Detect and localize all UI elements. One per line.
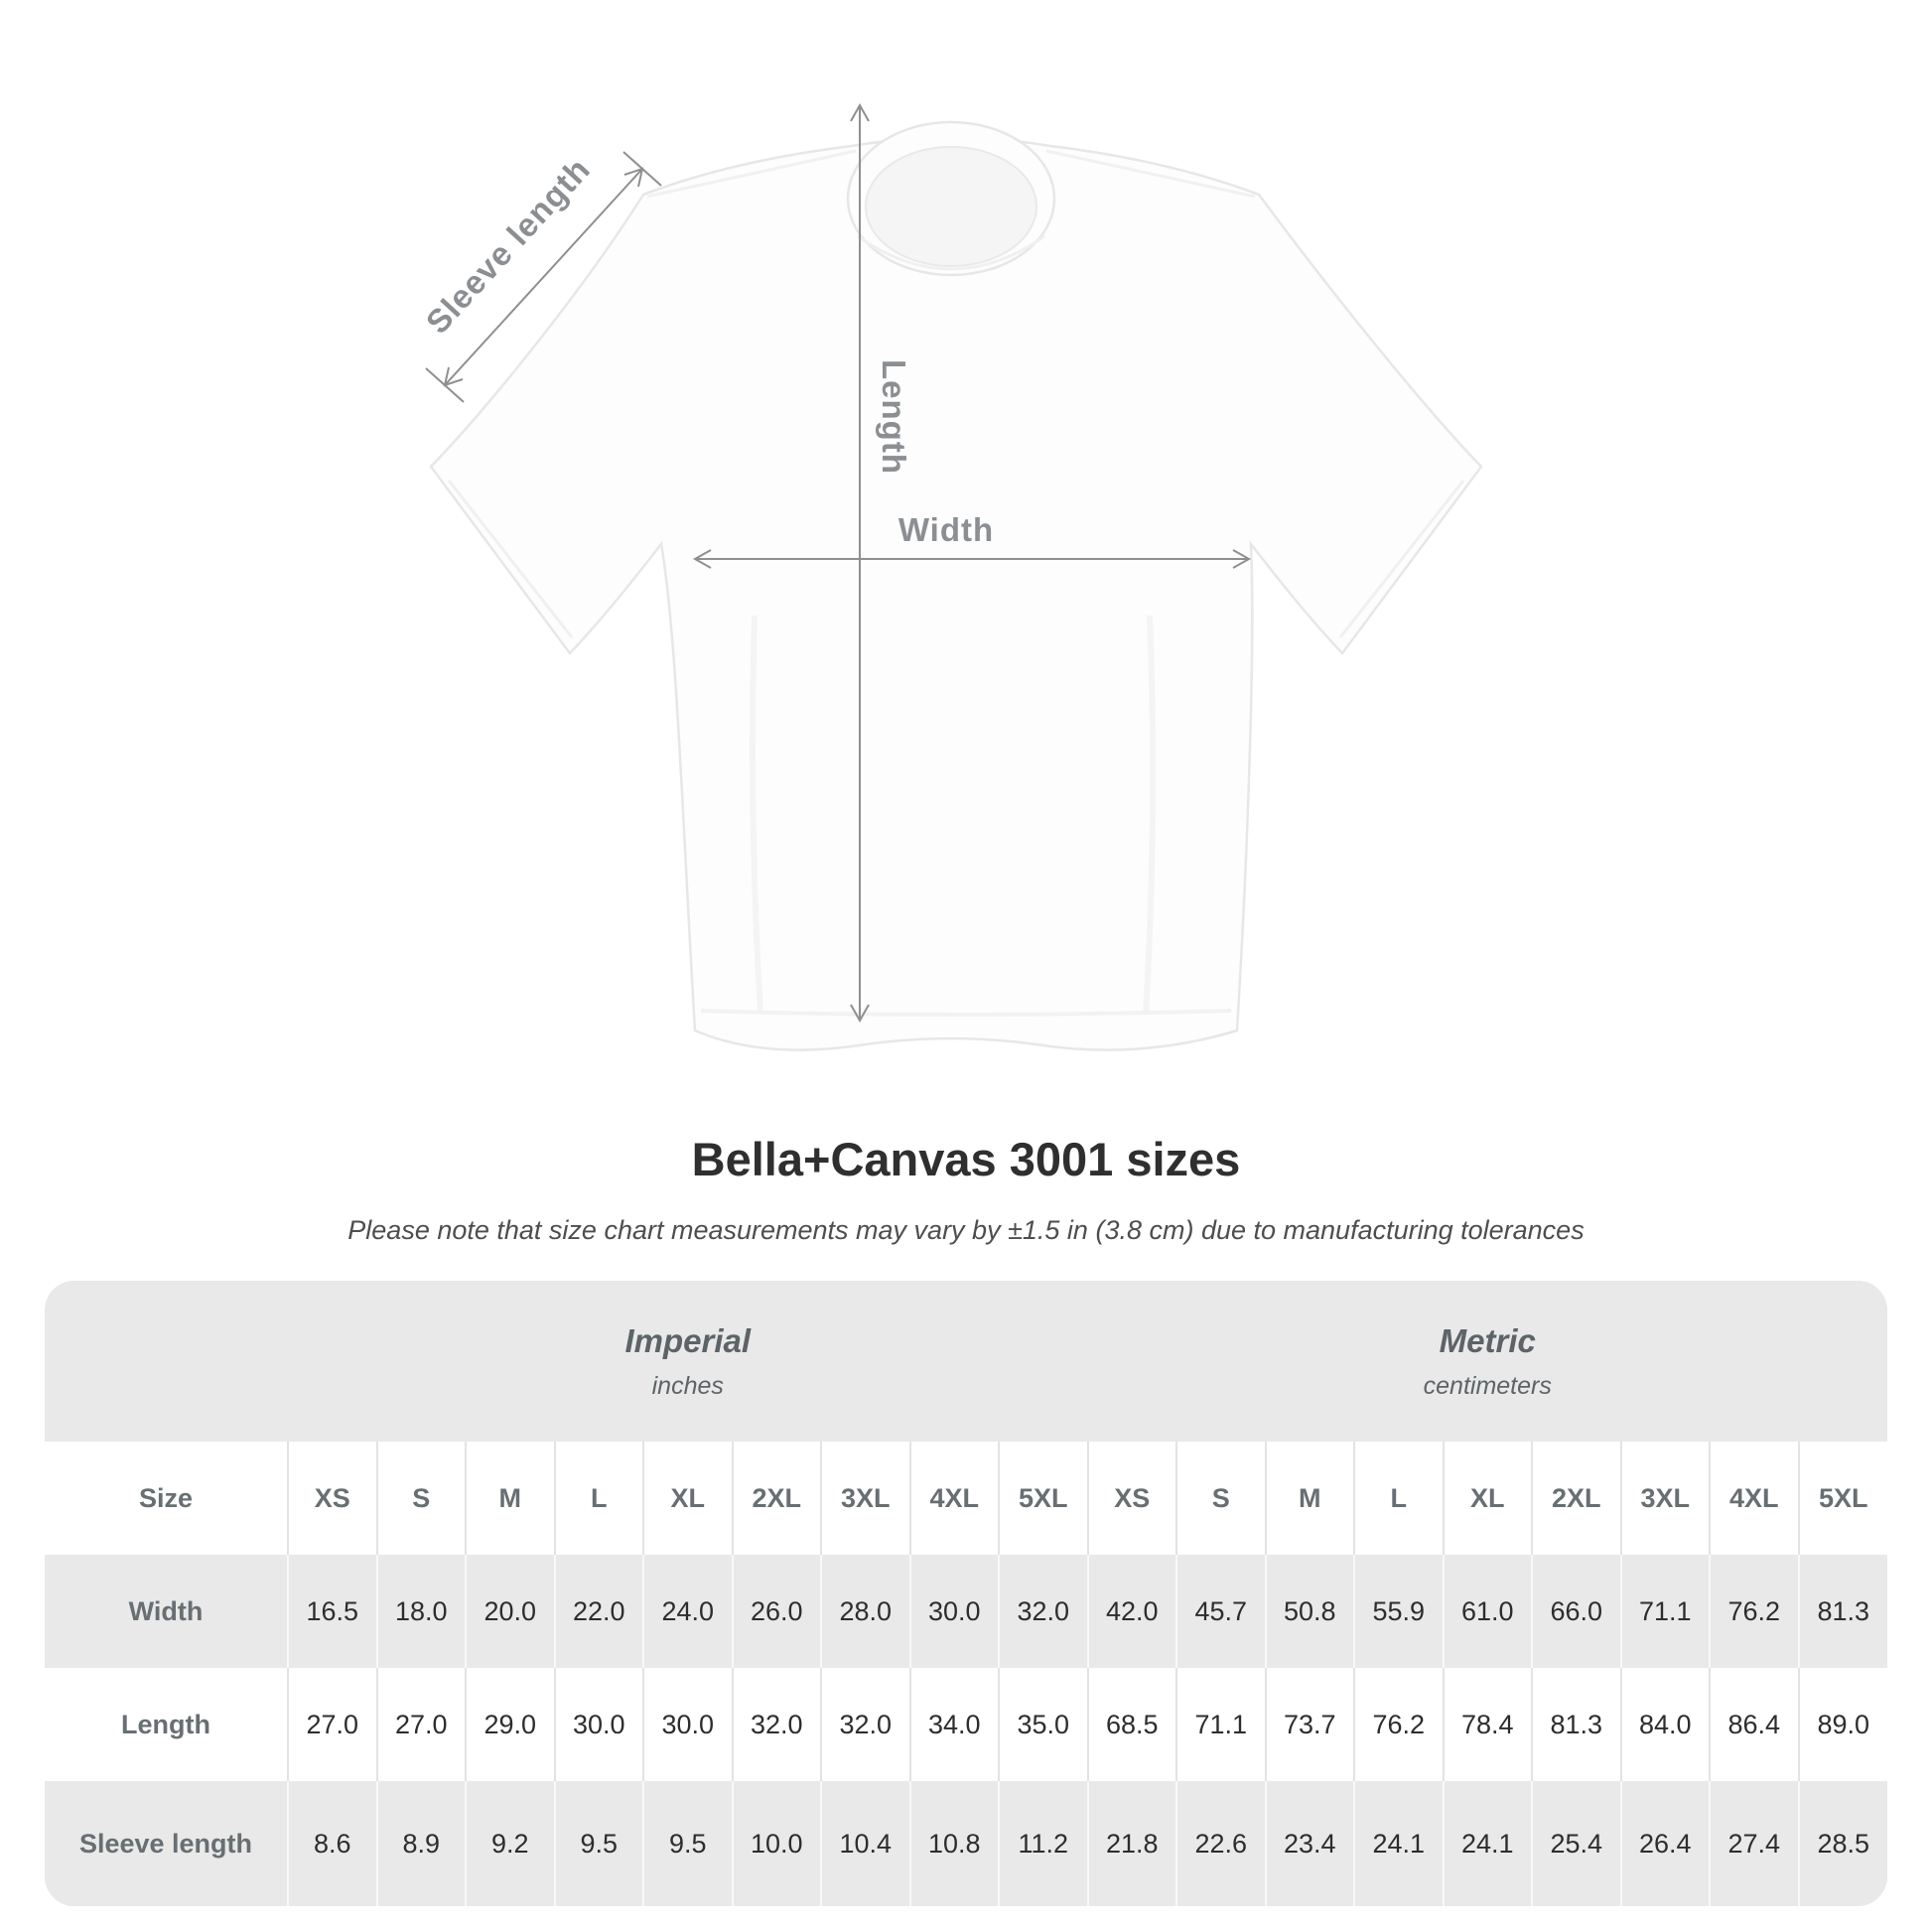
measurement-value: 26.0 — [733, 1555, 822, 1668]
size-column-header: L — [555, 1442, 644, 1555]
size-header-cell: Size — [45, 1442, 288, 1555]
measurement-value: 16.5 — [288, 1555, 377, 1668]
size-column-header: 2XL — [733, 1442, 822, 1555]
size-column-header: S — [1176, 1442, 1266, 1555]
size-column-header: S — [377, 1442, 467, 1555]
measurement-value: 24.0 — [643, 1555, 733, 1668]
measurement-value: 30.0 — [555, 1668, 644, 1781]
measurement-value: 26.4 — [1621, 1781, 1711, 1906]
width-row — [45, 1555, 1887, 1668]
chart-title: Bella+Canvas 3001 sizes — [691, 1133, 1241, 1185]
measurement-value: 22.6 — [1176, 1781, 1266, 1906]
measurement-value: 11.2 — [999, 1781, 1088, 1906]
measurement-value: 34.0 — [910, 1668, 1000, 1781]
size-column-header: 3XL — [1621, 1442, 1711, 1555]
length-label: Length — [876, 359, 912, 475]
imperial-unit-header — [288, 1281, 1088, 1442]
size-column-header: M — [1266, 1442, 1355, 1555]
size-column-header: L — [1354, 1442, 1444, 1555]
measurement-value: 24.1 — [1354, 1781, 1444, 1906]
measurement-value: 55.9 — [1354, 1555, 1444, 1668]
row-label-width: Width — [45, 1555, 288, 1668]
size-column-header: 5XL — [999, 1442, 1088, 1555]
size-column-header: 2XL — [1532, 1442, 1621, 1555]
measurement-value: 89.0 — [1799, 1668, 1888, 1781]
measurement-value: 30.0 — [643, 1668, 733, 1781]
width-label: Width — [897, 511, 995, 548]
measurement-value: 9.5 — [555, 1781, 644, 1906]
size-column-header: XS — [288, 1442, 377, 1555]
measurement-value: 32.0 — [733, 1668, 822, 1781]
measurement-value: 81.3 — [1532, 1668, 1621, 1781]
measurement-value: 86.4 — [1710, 1668, 1799, 1781]
size-column-header: XL — [643, 1442, 733, 1555]
size-column-header: 5XL — [1799, 1442, 1888, 1555]
measurement-value: 76.2 — [1710, 1555, 1799, 1668]
measurement-value: 10.8 — [910, 1781, 1000, 1906]
size-column-header: M — [466, 1442, 555, 1555]
sleeve-length-label: Sleeve length — [418, 150, 598, 341]
measurement-value: 24.1 — [1444, 1781, 1533, 1906]
units-row — [45, 1281, 1887, 1442]
measurement-value: 10.0 — [733, 1781, 822, 1906]
row-label-sleeve-length: Sleeve length — [45, 1781, 288, 1906]
measurement-value: 84.0 — [1621, 1668, 1711, 1781]
tshirt-graphic — [431, 122, 1481, 1050]
measurement-value: 21.8 — [1088, 1781, 1177, 1906]
size-table-card — [45, 1281, 1887, 1906]
measurement-value: 66.0 — [1532, 1555, 1621, 1668]
measurement-value: 27.0 — [377, 1668, 467, 1781]
measurement-value: 20.0 — [466, 1555, 555, 1668]
metric-sub-label: centimeters — [1423, 1371, 1552, 1400]
metric-label: Metric — [1439, 1321, 1536, 1359]
size-table — [45, 1281, 1887, 1906]
chart-subtitle: Please note that size chart measurements may vary by ±1.5 in (3.8 cm) due to manufacturing tolerances — [347, 1215, 1585, 1245]
measurement-value: 78.4 — [1444, 1668, 1533, 1781]
measurement-value: 76.2 — [1354, 1668, 1444, 1781]
collar-inner — [866, 147, 1036, 266]
measurement-value: 35.0 — [999, 1668, 1088, 1781]
imperial-sub-label: inches — [651, 1371, 724, 1400]
measurement-value: 9.2 — [466, 1781, 555, 1906]
measurement-value: 71.1 — [1176, 1668, 1266, 1781]
measurement-value: 18.0 — [377, 1555, 467, 1668]
measurement-value: 30.0 — [910, 1555, 1000, 1668]
measurement-value: 73.7 — [1266, 1668, 1355, 1781]
metric-unit-header — [1088, 1281, 1888, 1442]
sleeve-length-row — [45, 1781, 1887, 1906]
size-column-header: XS — [1088, 1442, 1177, 1555]
measurement-value: 61.0 — [1444, 1555, 1533, 1668]
size-header-row — [45, 1442, 1887, 1555]
measurement-value: 9.5 — [643, 1781, 733, 1906]
measurement-value: 10.4 — [821, 1781, 910, 1906]
measurement-value: 8.6 — [288, 1781, 377, 1906]
size-column-header: 4XL — [910, 1442, 1000, 1555]
measurement-value: 32.0 — [821, 1668, 910, 1781]
measurement-value: 23.4 — [1266, 1781, 1355, 1906]
measurement-value: 8.9 — [377, 1781, 467, 1906]
measurement-value: 32.0 — [999, 1555, 1088, 1668]
measurement-value: 71.1 — [1621, 1555, 1711, 1668]
size-column-header: 3XL — [821, 1442, 910, 1555]
measurement-value: 50.8 — [1266, 1555, 1355, 1668]
length-row — [45, 1668, 1887, 1781]
measurement-value: 27.0 — [288, 1668, 377, 1781]
measurement-value: 29.0 — [466, 1668, 555, 1781]
measurement-value: 28.0 — [821, 1555, 910, 1668]
measurement-value: 42.0 — [1088, 1555, 1177, 1668]
measurement-value: 27.4 — [1710, 1781, 1799, 1906]
units-row-spacer — [45, 1281, 288, 1442]
measurement-value: 81.3 — [1799, 1555, 1888, 1668]
imperial-label: Imperial — [624, 1321, 752, 1359]
size-column-header: XL — [1444, 1442, 1533, 1555]
measurement-value: 68.5 — [1088, 1668, 1177, 1781]
size-column-header: 4XL — [1710, 1442, 1799, 1555]
measurement-value: 22.0 — [555, 1555, 644, 1668]
measurement-value: 28.5 — [1799, 1781, 1888, 1906]
measurement-value: 45.7 — [1176, 1555, 1266, 1668]
row-label-length: Length — [45, 1668, 288, 1781]
measurement-value: 25.4 — [1532, 1781, 1621, 1906]
